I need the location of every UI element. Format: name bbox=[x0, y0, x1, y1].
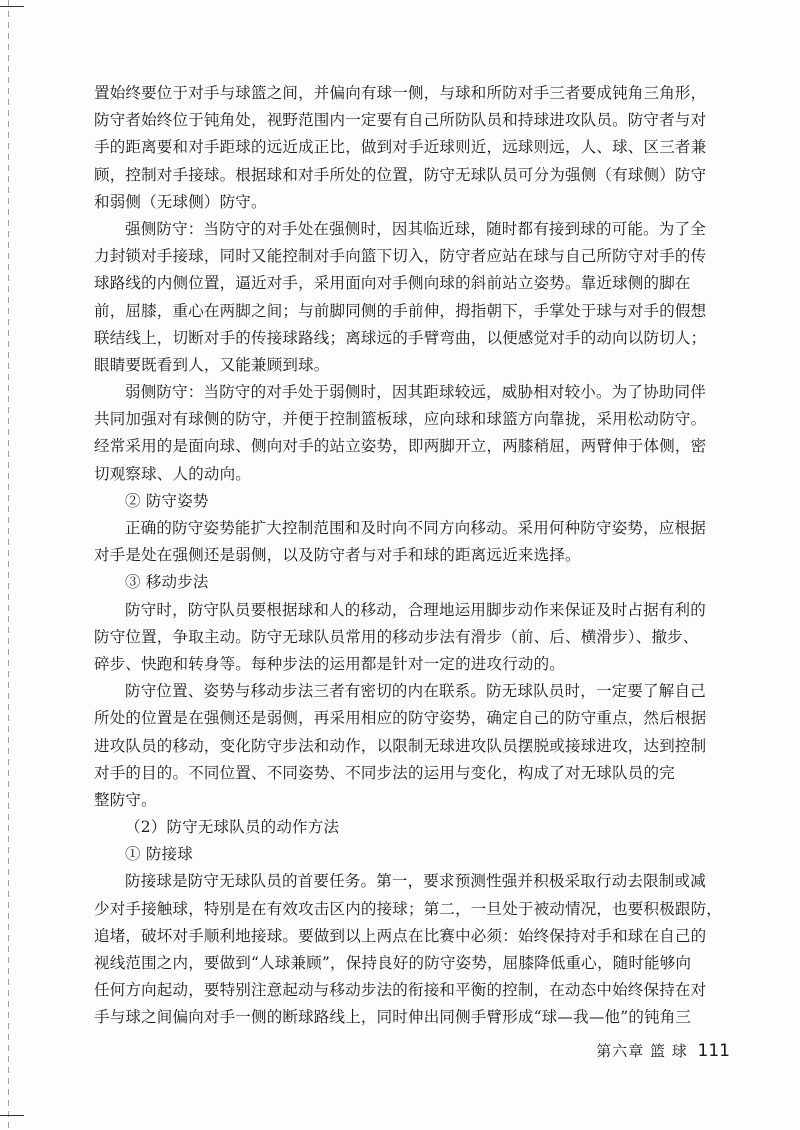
text-line: 手与球之间偏向对手一侧的断球路线上，同时伸出同侧手臂形成“球—我—他”的钝角三 bbox=[94, 1008, 692, 1027]
text-line: 置始终要位于对手与球篮之间，并偏向有球一侧，与球和所防对手三者要成钝角三角形， bbox=[94, 84, 707, 102]
text-line: 进攻队员的移动，变化防守步法和动作，以限制无球进攻队员摆脱或接球进攻，达到控制 bbox=[94, 736, 707, 755]
text-line: 经常采用的是面向球、侧向对手的站立姿势，即两脚开立，两膝稍屈，两臂伸于体侧，密 bbox=[94, 437, 707, 456]
text-line: ① 防接球 bbox=[125, 845, 193, 864]
text-line: 防守位置，争取主动。防守无球队员常用的移动步法有滑步（前、后、横滑步）、撤步、 bbox=[94, 627, 699, 646]
page-number: 111 bbox=[697, 1041, 730, 1061]
text-line: 防守者始终位于钝角处，视野范围内一定要有自己所防队员和持球进攻队员。防守者与对 bbox=[94, 111, 707, 130]
text-line: 和弱侧（无球侧）防守。 bbox=[94, 192, 267, 211]
text-line: 防守时，防守队员要根据球和人的移动，合理地运用脚步动作来保证及时占据有利的 bbox=[125, 600, 706, 619]
text-line: ③ 移动步法 bbox=[125, 573, 209, 592]
text-line: 少对手接触球，特别是在有效攻击区内的接球；第二，一旦处于被动情况，也要积极跟防， bbox=[94, 899, 723, 918]
scan-corner-mark-top bbox=[0, 6, 24, 7]
text-line: 眼睛要既看到人，又能兼顾到球。 bbox=[94, 355, 330, 374]
text-line: 对手是处在强侧还是弱侧，以及防守者与对手和球的距离远近来选择。 bbox=[94, 546, 581, 565]
text-line: 手的距离要和对手距球的远近成正比，做到对手近球则近，远球则远，人、球、区三者兼 bbox=[94, 138, 707, 157]
text-line: 弱侧防守：当防守的对手处于弱侧时，因其距球较远，威胁相对较小。为了协助同伴 bbox=[125, 383, 706, 402]
text-line: 视线范围之内，要做到“人球兼顾”，保持良好的防守姿势，屈膝降低重心，随时能够向 bbox=[94, 954, 692, 972]
text-line: 顾，控制对手接球。根据球和对手所处的位置，防守无球队员可分为强侧（有球侧）防守 bbox=[94, 165, 707, 184]
text-line: 力封锁对手接球，同时又能控制对手向篮下切入，防守者应站在球与自己所防守对手的传 bbox=[94, 247, 707, 266]
text-line: 球路线的内侧位置，逼近对手，采用面向对手侧向球的斜前站立姿势。靠近球侧的脚在 bbox=[94, 274, 691, 293]
scan-corner-mark-bottom bbox=[0, 1115, 24, 1116]
text-line: 切观察球、人的动向。 bbox=[94, 464, 252, 483]
text-line: 联结线上，切断对手的传接球路线；离球远的手臂弯曲，以便感觉对手的动向以防切人； bbox=[94, 328, 707, 347]
text-line: 整防守。 bbox=[94, 790, 157, 809]
text-line: 防接球是防守无球队员的首要任务。第一，要求预测性强并积极采取行动去限制或减 bbox=[125, 872, 706, 891]
text-line: 防守位置、姿势与移动步法三者有密切的内在联系。防无球队员时，一定要了解自己 bbox=[125, 682, 706, 701]
text-line: 强侧防守：当防守的对手处在强侧时，因其临近球，随时都有接到球的可能。为了全 bbox=[125, 219, 706, 238]
text-line: 任何方向起动，要特别注意起动与移动步法的衔接和平衡的控制，在动态中始终保持在对 bbox=[94, 981, 707, 1000]
page-footer bbox=[596, 1040, 730, 1061]
text-line: ② 防守姿势 bbox=[125, 491, 209, 510]
text-line: 正确的防守姿势能扩大控制范围和及时向不同方向移动。采用何种防守姿势，应根据 bbox=[125, 519, 706, 537]
text-line: 共同加强对有球侧的防守，并便于控制篮板球，应向球和球篮方向靠拢，采用松动防守。 bbox=[94, 410, 707, 429]
text-line: 所处的位置是在强侧还是弱侧，再采用相应的防守姿势，确定自己的防守重点，然后根据 bbox=[94, 709, 707, 728]
text-line: （2）防守无球队员的动作方法 bbox=[125, 818, 340, 837]
text-line: 前，屈膝，重心在两脚之间；与前脚同侧的手前伸，拇指朝下，手掌处于球与对手的假想 bbox=[94, 301, 707, 320]
text-line: 追堵，破坏对手顺利地接球。要做到以上两点在比赛中必须：始终保持对手和球在自己的 bbox=[94, 926, 707, 945]
body-text bbox=[94, 80, 724, 1032]
binding-margin-line bbox=[8, 0, 9, 1130]
chapter-title: 第六章 篮 球 bbox=[596, 1042, 688, 1060]
text-line: 碎步、快跑和转身等。每种步法的运用都是针对一定的进攻行动的。 bbox=[94, 654, 566, 673]
text-line: 对手的目的。不同位置、不同姿势、不同步法的运用与变化，构成了对无球队员的完 bbox=[94, 763, 675, 782]
